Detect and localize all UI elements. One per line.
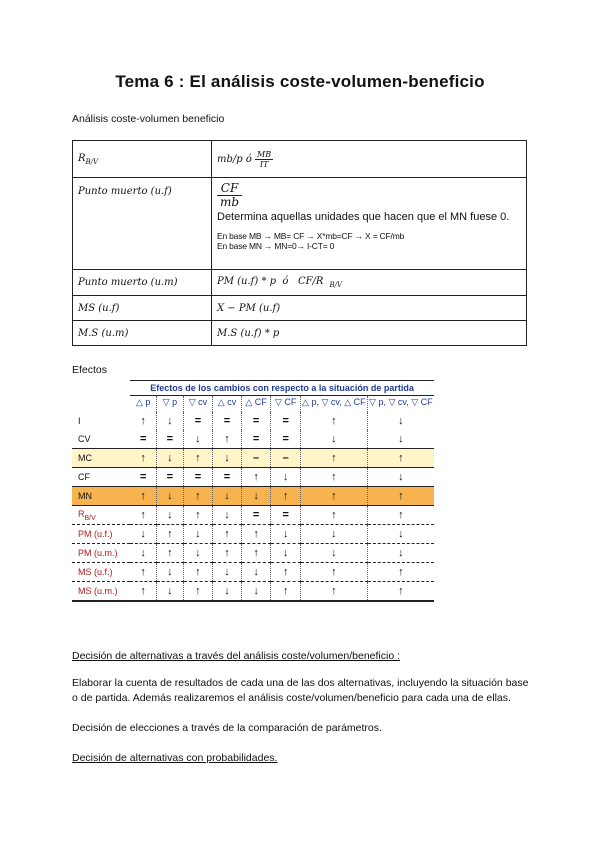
effects-cell: ↓ xyxy=(213,563,242,582)
effects-row xyxy=(72,430,434,449)
effects-cell: ↑ xyxy=(130,412,156,430)
effects-cell: = xyxy=(271,430,301,449)
effects-header-cell: ▽ cv xyxy=(183,396,213,413)
effects-cell: ↓ xyxy=(213,506,242,525)
effects-cell: ↑ xyxy=(301,563,368,582)
effects-cell: ↓ xyxy=(271,525,301,544)
effects-cell: ↑ xyxy=(183,487,213,506)
pm-um-label: Punto muerto (u.m) xyxy=(73,270,212,296)
effects-cell: ↓ xyxy=(157,563,183,582)
effects-cell: ↓ xyxy=(241,487,271,506)
effects-cell: ↓ xyxy=(398,471,404,483)
effects-cell: ↑ xyxy=(367,582,434,602)
effects-cell: ↓ xyxy=(157,412,183,430)
efectos-label: Efectos xyxy=(72,364,108,376)
effects-cell: ↓ xyxy=(398,415,404,427)
effects-cell: ↓ xyxy=(130,525,156,544)
effects-cell: ↓ xyxy=(271,468,301,487)
effects-row-label: I xyxy=(78,416,81,426)
pm-uf-label: Punto muerto (u.f) xyxy=(73,178,212,270)
effects-cell: ↑ xyxy=(130,506,156,525)
section1-paragraph2: Decisión de elecciones a través de la comparación de parámetros. xyxy=(72,722,382,734)
effects-cell: ↑ xyxy=(213,525,242,544)
effects-cell: ↑ xyxy=(183,449,213,468)
effects-cell: ↓ xyxy=(183,525,213,544)
effects-header-cell: △ p xyxy=(130,396,156,413)
effects-row-label: MN xyxy=(72,487,130,506)
effects-row-label: PM (u.m.) xyxy=(72,544,130,563)
effects-cell: ↑ xyxy=(271,563,301,582)
effects-cell: = xyxy=(241,430,271,449)
effects-row-label: PM (u.f.) xyxy=(72,525,130,544)
effects-cell: ↓ xyxy=(213,582,242,602)
effects-cell: ↓ xyxy=(157,449,183,468)
effects-cell: ↑ xyxy=(183,506,213,525)
effects-cell: ↓ xyxy=(398,433,404,445)
section-subtitle: Análisis coste-volumen beneficio xyxy=(72,113,225,125)
section1-paragraph1: Elaborar la cuenta de resultados de cada una de las dos alternativas, incluyendo la situación base o de partida. Además realizaremos el análisis coste/volumen/beneficio para cada una de ellas. xyxy=(72,677,529,704)
effects-cell: ↑ xyxy=(301,449,368,468)
pm-uf-value: $\frac{CF}{mb}$ Determina aquellas unidades que hacen que el MN fuese 0. En base MB → MB= CF → X*mb=CF → X = CF/mb En base MN → MN=0→ I-CT= 0 xyxy=(212,178,527,270)
effects-row xyxy=(72,544,434,563)
pm-uf-description: Determina aquellas unidades que hacen que el MN fuese 0. xyxy=(217,211,510,223)
effects-cell: ↑ xyxy=(130,449,156,468)
effects-cell: ↑ xyxy=(301,487,368,506)
rbv-value: mb/p ó $\frac{MB}{IT}$ xyxy=(212,141,527,178)
effects-row-label: MC xyxy=(72,449,130,468)
effects-row xyxy=(72,582,434,602)
effects-cell: = xyxy=(271,506,301,525)
effects-cell: ↓ xyxy=(183,430,213,449)
effects-row xyxy=(72,525,434,544)
effects-cell: ↓ xyxy=(157,582,183,602)
effects-cell: ↑ xyxy=(301,412,368,430)
effects-cell: ↓ xyxy=(130,544,156,563)
effects-header-cell: △ p, ▽ cv, △ CF xyxy=(301,396,368,413)
effects-cell: = xyxy=(271,412,301,430)
effects-cell: ↓ xyxy=(157,506,183,525)
effects-cell: ↑ xyxy=(213,430,242,449)
effects-cell: ↓ xyxy=(367,544,434,563)
effects-row xyxy=(72,468,434,487)
pm-uf-line2: En base MN → MN=0→ I-CT= 0 xyxy=(217,241,335,251)
effects-cell: ↑ xyxy=(367,563,434,582)
page-title: Tema 6 : El análisis coste-volumen-beneficio xyxy=(115,72,485,91)
effects-cell: = xyxy=(183,412,213,430)
effects-cell: = xyxy=(213,468,242,487)
effects-cell: ↓ xyxy=(241,582,271,602)
effects-row-label: MS (u.f.) xyxy=(72,563,130,582)
formula-table xyxy=(72,140,527,346)
effects-row-label: MS (u.m.) xyxy=(72,582,130,602)
pm-uf-line1: En base MB → MB= CF → X*mb=CF → X = CF/mb xyxy=(217,231,405,241)
effects-cell: ↓ xyxy=(241,563,271,582)
caption-spacer xyxy=(72,381,130,396)
effects-cell: ↑ xyxy=(130,563,156,582)
effects-cell: – xyxy=(271,449,301,468)
effects-cell: ↑ xyxy=(130,582,156,602)
effects-cell: ↓ xyxy=(301,544,368,563)
effects-row-label: CF xyxy=(78,472,90,482)
header-blank xyxy=(72,396,130,413)
effects-header-row xyxy=(72,396,434,413)
effects-row-label: CV xyxy=(78,434,91,444)
effects-cell: ↑ xyxy=(271,582,301,602)
effects-row xyxy=(72,449,434,468)
effects-cell: ↑ xyxy=(241,544,271,563)
effects-cell: = xyxy=(157,430,183,449)
effects-row-label: $R_{B/V}$ xyxy=(72,506,130,525)
effects-cell: ↓ xyxy=(301,525,368,544)
effects-cell: ↑ xyxy=(241,468,271,487)
section1-heading: Decisión de alternativas a través del análisis coste/volumen/beneficio : xyxy=(72,650,401,662)
effects-cell: ↑ xyxy=(213,544,242,563)
effects-header-cell: △ CF xyxy=(241,396,271,413)
effects-cell: ↑ xyxy=(367,449,434,468)
effects-cell: ↑ xyxy=(241,525,271,544)
effects-cell: = xyxy=(241,412,271,430)
effects-cell: ↑ xyxy=(301,468,368,487)
effects-cell: = xyxy=(213,412,242,430)
effects-caption: Efectos de los cambios con respecto a la situación de partida xyxy=(130,381,434,396)
effects-cell: ↓ xyxy=(367,525,434,544)
effects-row xyxy=(72,487,434,506)
effects-cell: ↑ xyxy=(271,487,301,506)
effects-cell: ↑ xyxy=(367,487,434,506)
effects-cell: ↑ xyxy=(157,525,183,544)
ms-um-value: M.S (u.f) * p xyxy=(212,321,527,346)
ms-uf-label: MS (u.f) xyxy=(73,296,212,321)
effects-cell: = xyxy=(157,468,183,487)
effects-table xyxy=(72,380,434,602)
effects-header-cell: ▽ p xyxy=(157,396,183,413)
effects-header-cell: △ cv xyxy=(213,396,242,413)
effects-cell: ↑ xyxy=(183,563,213,582)
effects-cell: ↑ xyxy=(301,506,368,525)
effects-row xyxy=(72,563,434,582)
effects-cell: ↓ xyxy=(271,544,301,563)
effects-header-cell: ▽ CF xyxy=(271,396,301,413)
effects-cell: ↓ xyxy=(301,430,368,449)
effects-cell: = xyxy=(241,506,271,525)
effects-cell: ↓ xyxy=(213,449,242,468)
effects-cell: ↓ xyxy=(157,487,183,506)
effects-cell: ↓ xyxy=(213,487,242,506)
effects-cell: = xyxy=(130,468,156,487)
effects-cell: ↑ xyxy=(367,506,434,525)
ms-uf-value: X − PM (u.f) xyxy=(212,296,527,321)
pm-um-value: PM (u.f) * p ó CF/R $_{B/V}$ xyxy=(212,270,527,296)
effects-cell: ↑ xyxy=(130,487,156,506)
effects-cell: – xyxy=(241,449,271,468)
ms-um-label: M.S (u.m) xyxy=(73,321,212,346)
effects-cell: ↓ xyxy=(183,544,213,563)
effects-cell: ↑ xyxy=(301,582,368,602)
effects-cell: ↑ xyxy=(157,544,183,563)
effects-row xyxy=(72,506,434,525)
effects-cell: ↑ xyxy=(183,582,213,602)
section2-heading: Decisión de alternativas con probabilidades. xyxy=(72,752,278,764)
effects-row xyxy=(72,412,434,430)
effects-header-cell: ▽ p, ▽ cv, ▽ CF xyxy=(369,397,433,407)
effects-cell: = xyxy=(130,430,156,449)
rbv-label: $R_{B/V}$ xyxy=(73,141,212,178)
effects-cell: = xyxy=(183,468,213,487)
